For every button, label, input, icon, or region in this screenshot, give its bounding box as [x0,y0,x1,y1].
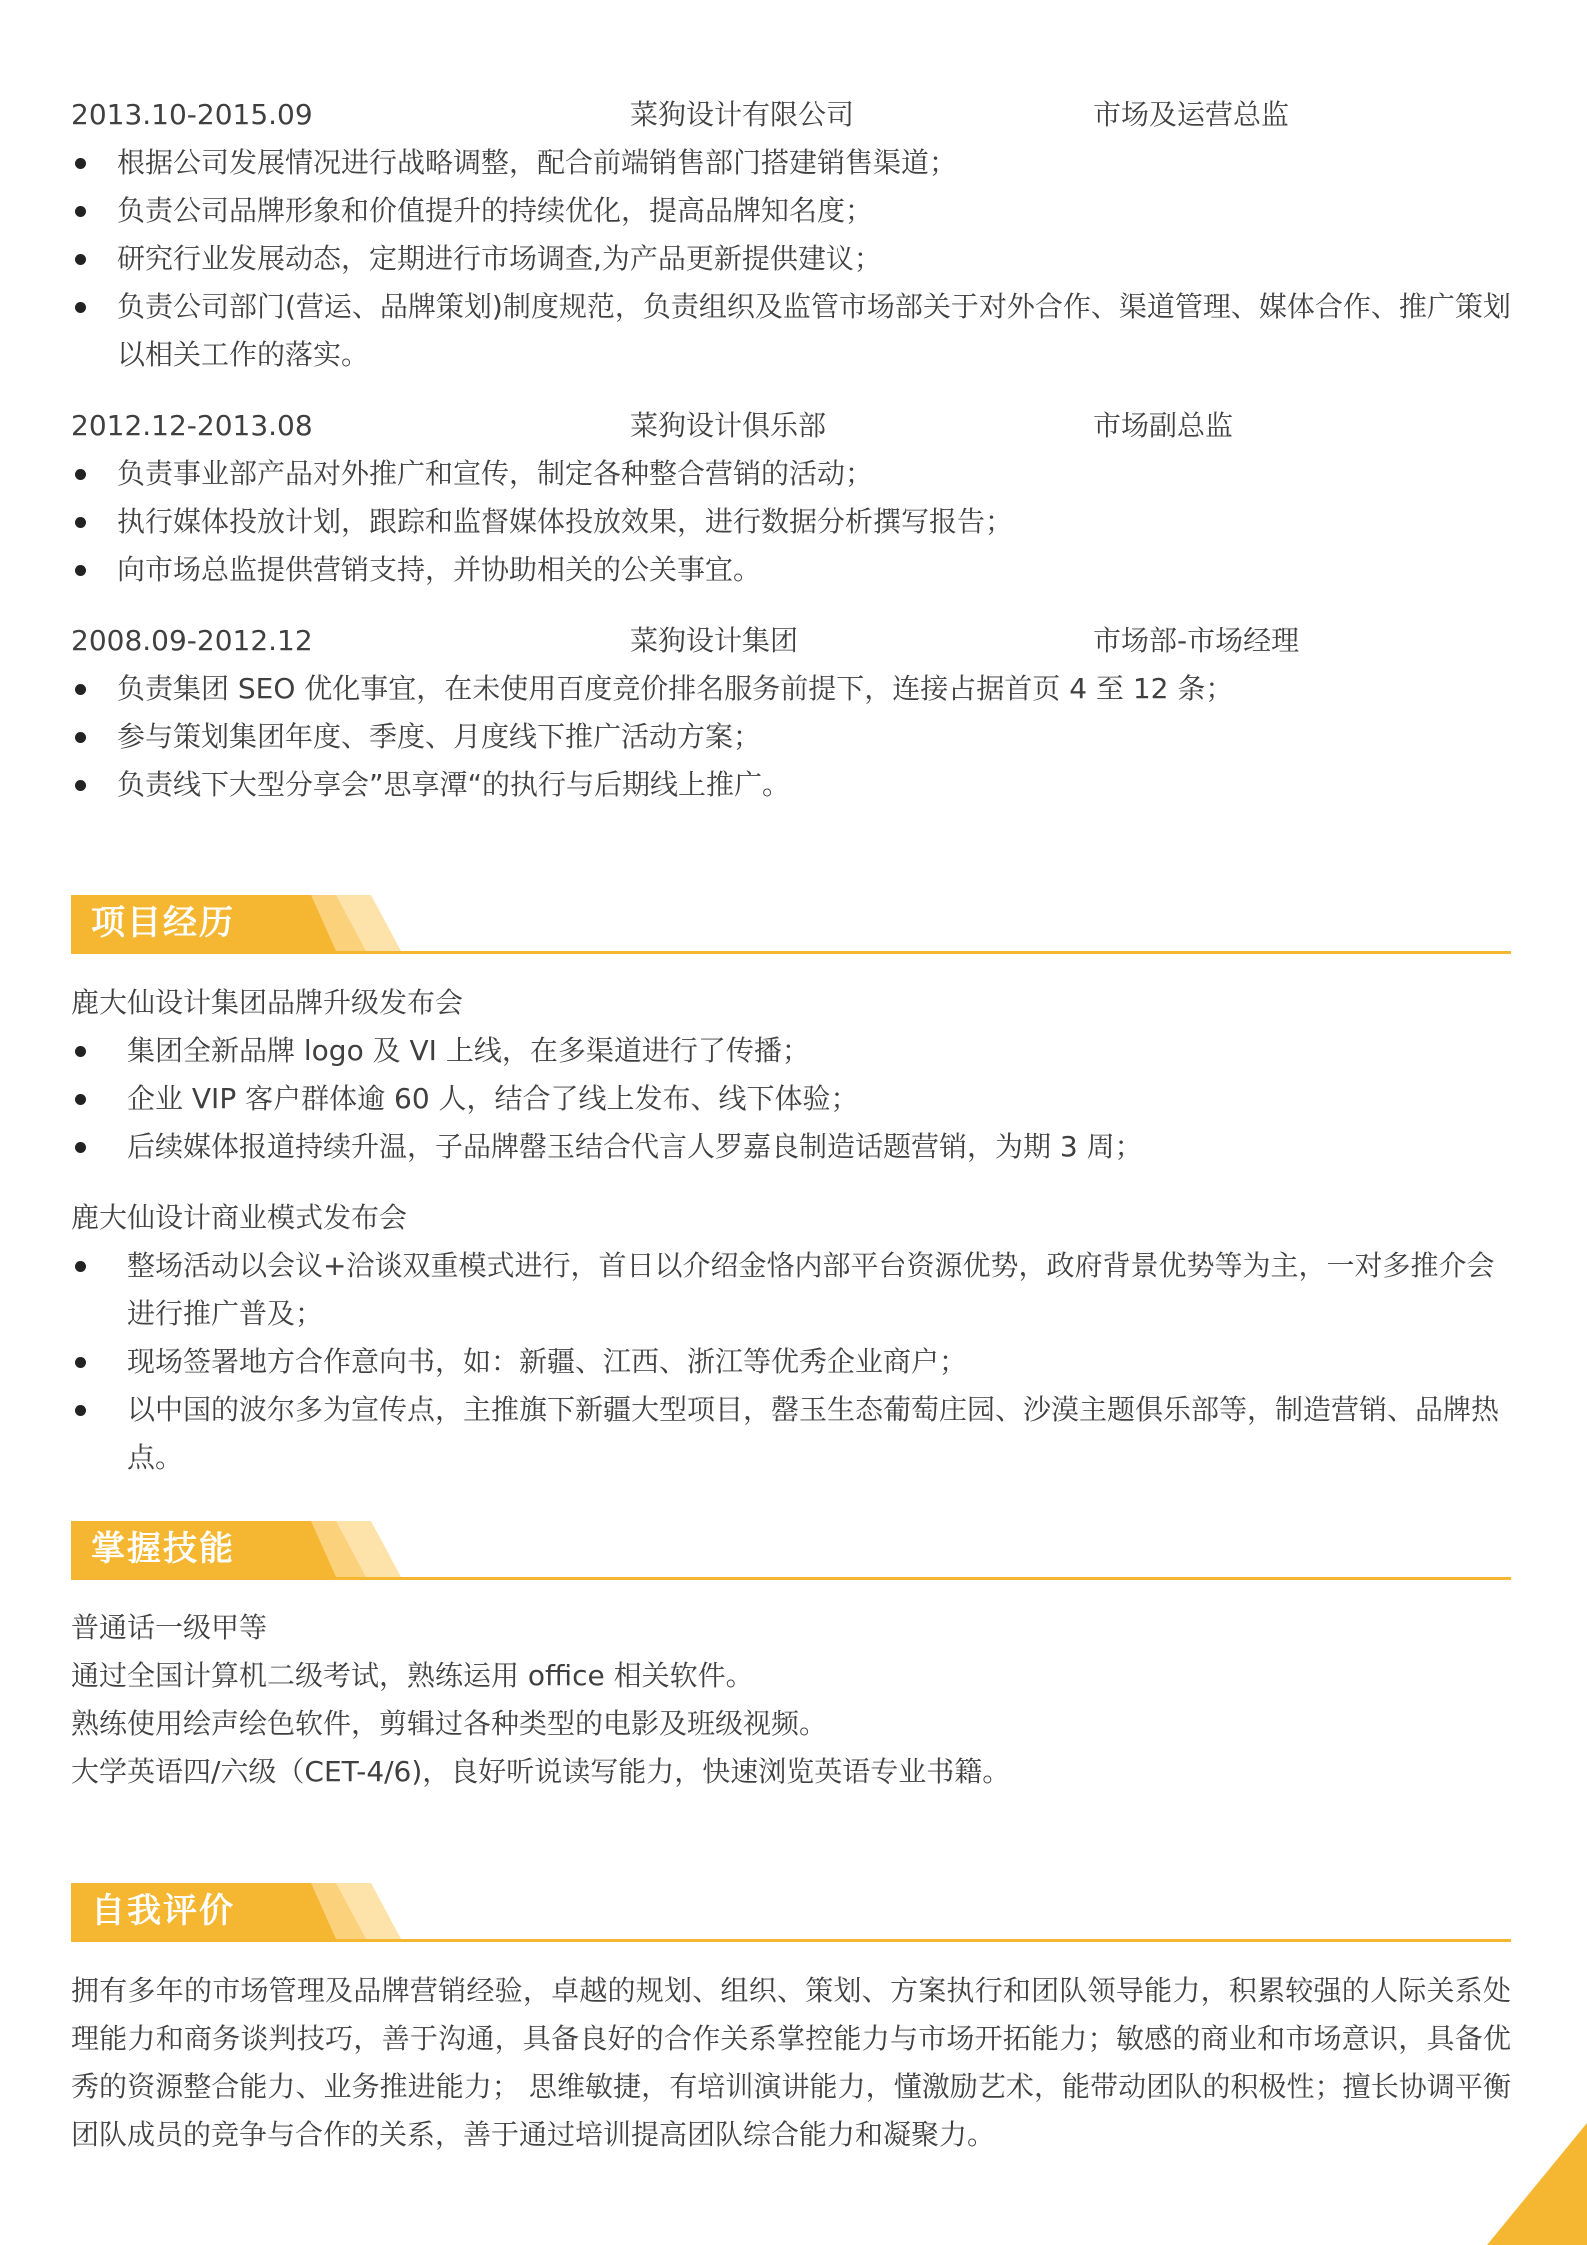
section-title: 项目经历 [91,903,235,943]
list-item: 整场活动以会议+洽谈双重模式进行，首日以介绍金恪内部平台资源优势，政府背景优势等为主，一对多推介会进行推广普及； [71,1242,1511,1338]
job-date: 2012.12-2013.08 [71,409,313,442]
list-item: 负责线下大型分享会”思享潭“的执行与后期线上推广。 [71,761,1511,809]
list-item: 执行媒体投放计划，跟踪和监督媒体投放效果，进行数据分析撰写报告； [71,498,1511,546]
list-item: 负责公司部门(营运、品牌策划)制度规范，负责组织及监管市场部关于对外合作、渠道管理、媒体合作、推广策划以相关工作的落实。 [71,283,1511,379]
list-item: 根据公司发展情况进行战略调整，配合前端销售部门搭建销售渠道； [71,139,1511,187]
list-item: 后续媒体报道持续升温，子品牌罄玉结合代言人罗嘉良制造话题营销，为期 3 周； [71,1123,1511,1171]
section-header-skills [71,1521,1511,1581]
job-title: 市场部-市场经理 [1093,624,1300,657]
skill-item: 通过全国计算机二级考试，熟练运用 office 相关软件。 [71,1659,754,1692]
job-company: 菜狗设计集团 [630,624,799,657]
section-title: 自我评价 [91,1891,235,1931]
job-company: 菜狗设计有限公司 [630,98,855,131]
self-evaluation-text: 拥有多年的市场管理及品牌营销经验，卓越的规划、组织、策划、方案执行和团队领导能力，积累较强的人际关系处理能力和商务谈判技巧，善于沟通，具备良好的合作关系掌控能力与市场开拓能力；敏感的商业和市场意识，具备优秀的资源整合能力、业务推进能力； 思维敏捷，有培训演讲能力，懂激励艺术，能带动团队的积极性；擅长协调平衡团队成员的竞争与合作的关系，善于通过培训提高团队综合能力和凝聚力。 [71,1974,1511,2151]
list-item: 集团全新品牌 logo 及 VI 上线，在多渠道进行了传播； [71,1027,1511,1075]
skill-item: 大学英语四/六级（CET-4/6)，良好听说读写能力，快速浏览英语专业书籍。 [71,1755,1011,1788]
job-bullet-list [71,665,1511,809]
list-item: 负责公司品牌形象和价值提升的持续优化，提高品牌知名度； [71,187,1511,235]
section-header-projects [71,895,1511,955]
job-header [71,402,1511,450]
section-title: 掌握技能 [91,1529,235,1569]
job-header [71,617,1511,665]
job-date: 2013.10-2015.09 [71,98,313,131]
list-item: 负责事业部产品对外推广和宣传，制定各种整合营销的活动； [71,450,1511,498]
skill-item: 普通话一级甲等 [71,1611,268,1644]
list-item: 研究行业发展动态，定期进行市场调查,为产品更新提供建议； [71,235,1511,283]
project-bullet-list [71,1242,1511,1482]
list-item: 以中国的波尔多为宣传点，主推旗下新疆大型项目，罄玉生态葡萄庄园、沙漠主题俱乐部等，制造营销、品牌热点。 [71,1386,1511,1482]
project-title: 鹿大仙设计商业模式发布会 [71,1201,408,1234]
list-item: 向市场总监提供营销支持，并协助相关的公关事宜。 [71,546,1511,594]
section-divider [71,1577,1511,1580]
list-item: 参与策划集团年度、季度、月度线下推广活动方案； [71,713,1511,761]
job-bullet-list [71,139,1511,379]
skill-item: 熟练使用绘声绘色软件，剪辑过各种类型的电影及班级视频。 [71,1707,828,1740]
job-company: 菜狗设计俱乐部 [630,409,827,442]
job-header [71,91,1511,139]
list-item: 现场签署地方合作意向书，如：新疆、江西、浙江等优秀企业商户； [71,1338,1511,1386]
project-title: 鹿大仙设计集团品牌升级发布会 [71,986,464,1019]
list-item: 企业 VIP 客户群体逾 60 人，结合了线上发布、线下体验； [71,1075,1511,1123]
job-date: 2008.09-2012.12 [71,624,313,657]
job-title: 市场副总监 [1093,409,1234,442]
section-divider [71,1939,1511,1942]
list-item: 负责集团 SEO 优化事宜，在未使用百度竞价排名服务前提下，连接占据首页 4 至 12 条； [71,665,1511,713]
job-title: 市场及运营总监 [1093,98,1290,131]
section-divider [71,951,1511,954]
corner-decoration [1487,2123,1587,2245]
skills-list [71,1604,1511,1796]
section-header-self-evaluation [71,1883,1511,1943]
job-bullet-list [71,450,1511,594]
project-bullet-list [71,1027,1511,1171]
